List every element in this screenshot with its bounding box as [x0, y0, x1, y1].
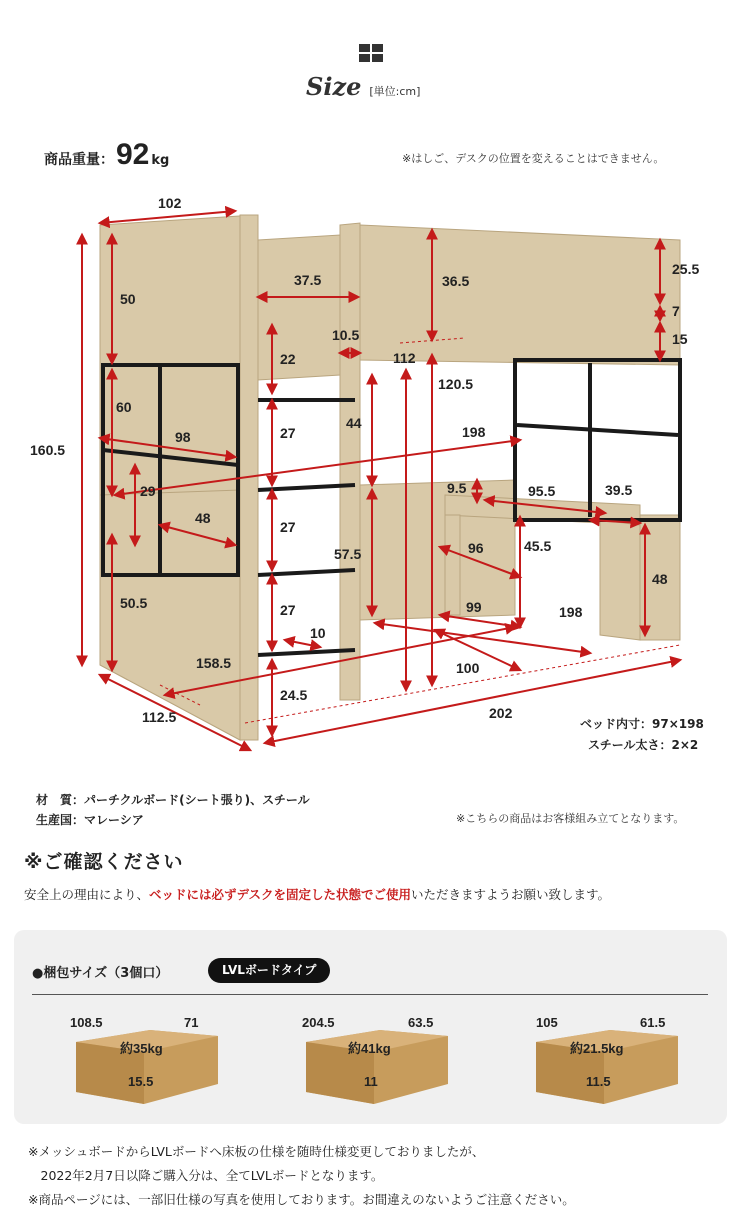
dim-side-opening: 48	[195, 510, 211, 526]
footnote-2: 2022年2月7日以降ご購入分は、全てLVLボードとなります。	[28, 1168, 384, 1183]
dim-desk-offset: 9.5	[447, 480, 467, 496]
safety-notice	[24, 885, 610, 903]
dim-guard-top: 25.5	[672, 261, 700, 277]
dim-rung-span: 57.5	[334, 546, 362, 562]
safety-text-post: いただきますようお願い致します。	[411, 887, 611, 902]
footnote-3: ※商品ページには、一部旧仕様の写真を使用しております。お間違えのないようご注意ください。	[28, 1192, 575, 1207]
dim-inner-width: 98	[175, 429, 191, 445]
package-3-weight: 約21.5kg	[570, 1041, 624, 1056]
product-weight	[44, 138, 169, 172]
package-1-weight: 約35kg	[120, 1041, 163, 1056]
dim-total-length: 202	[489, 705, 513, 721]
board-type-badge: LVLボードタイプ	[208, 958, 330, 983]
dim-rung-depth: 10	[310, 625, 326, 641]
material-key: 材 質：	[36, 793, 85, 807]
package-2-weight: 約41kg	[348, 1041, 391, 1056]
dim-headboard-mid: 36.5	[442, 273, 470, 289]
steel-thickness: スチール太さ：2×2	[588, 738, 699, 752]
package-2-width: 204.5	[302, 1015, 335, 1030]
dim-total-height: 160.5	[30, 442, 66, 458]
dim-desk-depth: 45.5	[524, 538, 552, 554]
footnotes	[28, 1140, 575, 1212]
loft-bed-illustration	[0, 195, 740, 755]
size-heading	[306, 72, 420, 101]
dim-rung-top: 22	[280, 351, 296, 367]
material-info	[36, 790, 310, 830]
footnote-1: ※メッシュボードからLVLボードへ床板の仕様を随時仕様変更しておりましたが、	[28, 1144, 485, 1159]
origin-key: 生産国：	[36, 813, 85, 827]
package-1-depth: 71	[184, 1015, 199, 1030]
weight-unit: kg	[151, 153, 170, 168]
package-1-height: 15.5	[128, 1074, 154, 1089]
packaging-label: ●梱包サイズ（3個口）	[32, 966, 169, 981]
confirm-heading: ※ご確認ください	[24, 851, 184, 873]
dim-width-top: 102	[158, 195, 182, 211]
dim-guard-gap: 7	[672, 303, 680, 319]
dim-shelf-width: 39.5	[605, 482, 633, 498]
dim-ladder-bottom: 24.5	[280, 687, 308, 703]
dim-mesh-height: 60	[116, 399, 132, 415]
package-2-depth: 63.5	[408, 1015, 434, 1030]
safety-text-pre: 安全上の理由により、	[24, 887, 150, 902]
assembly-note: ※こちらの商品はお客様組み立てとなります。	[456, 812, 685, 825]
dim-desk-length: 95.5	[528, 483, 556, 499]
grid-icon	[359, 44, 383, 62]
weight-value: 92	[116, 138, 150, 171]
package-3	[530, 1012, 690, 1112]
dim-rung-1: 27	[280, 425, 296, 441]
dim-floor-length: 198	[559, 604, 583, 620]
package-1-width: 108.5	[70, 1015, 103, 1030]
material-value: パーチクルボード(シート張り)、スチール	[84, 793, 310, 807]
package-2-height: 11	[364, 1074, 378, 1089]
dim-floor-to-deck: 120.5	[438, 376, 474, 392]
dim-rung-2: 27	[280, 519, 296, 535]
package-3-depth: 61.5	[640, 1015, 666, 1030]
dim-rung-3: 27	[280, 602, 296, 618]
dim-desk-offset-floor: 100	[456, 660, 480, 676]
dim-mesh-lower: 29	[140, 483, 156, 499]
dim-headboard-height: 50	[120, 291, 136, 307]
origin-value: マレーシア	[84, 813, 144, 827]
dim-total-depth: 112.5	[142, 709, 177, 725]
package-2	[300, 1012, 460, 1112]
dim-guard-bottom: 15	[672, 331, 688, 347]
unit-label: [単位:cm]	[369, 85, 421, 98]
size-title: Size	[306, 72, 362, 101]
package-3-height: 11.5	[586, 1074, 611, 1089]
bed-inner-dimensions: ベッド内寸：97×198	[580, 717, 704, 731]
packaging-panel	[14, 930, 727, 1124]
dim-desk-clearance: 44	[346, 415, 362, 431]
dim-lower-panel: 50.5	[120, 595, 148, 611]
dim-desk-width: 96	[468, 540, 484, 556]
dim-desk-span: 99	[466, 599, 482, 615]
dimension-diagram	[0, 195, 740, 755]
dim-diagonal: 158.5	[196, 655, 232, 671]
divider	[32, 994, 708, 995]
package-1	[70, 1012, 230, 1112]
package-3-width: 105	[536, 1015, 558, 1030]
dim-desk-height: 48	[652, 571, 668, 587]
safety-text-emphasis: ベッドには必ずデスクを固定した状態でご使用	[149, 887, 412, 902]
dim-underbed-height: 112	[393, 350, 416, 366]
position-note: ※はしご、デスクの位置を変えることはできません。	[402, 152, 665, 165]
weight-label: 商品重量：	[44, 152, 114, 168]
dim-post-width: 10.5	[332, 327, 360, 343]
dim-inner-length: 198	[462, 424, 486, 440]
dim-ladder-gap: 37.5	[294, 272, 322, 288]
